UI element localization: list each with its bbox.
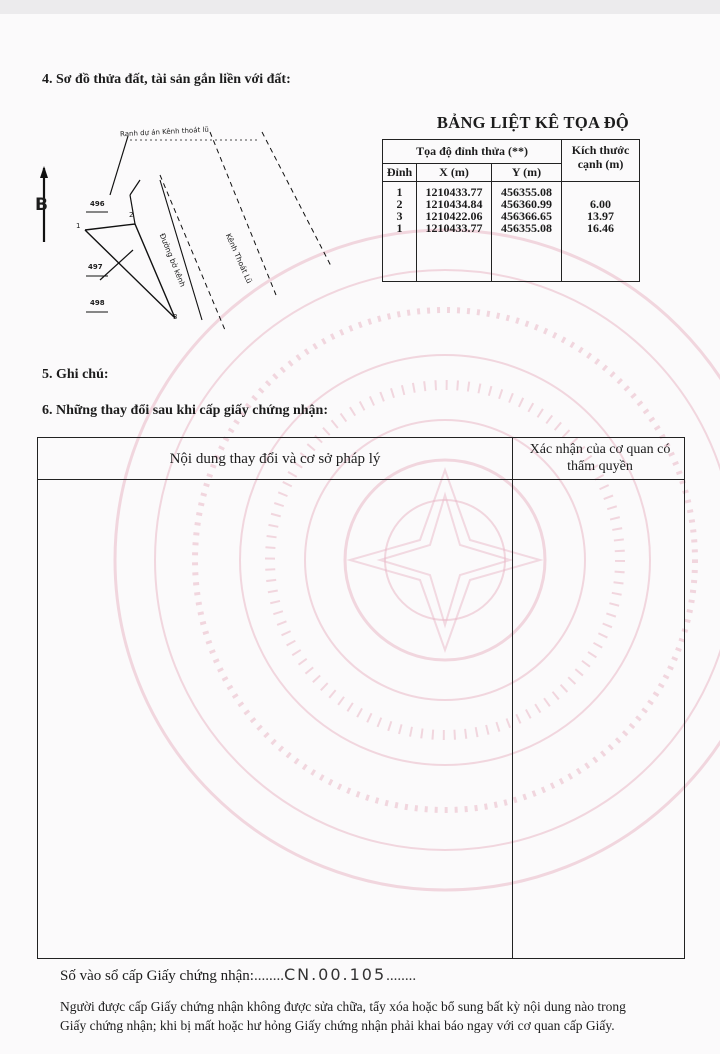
vertex-col-header: Đỉnh — [383, 164, 417, 182]
parcel-label-498: 498 — [90, 299, 105, 307]
y-column: 456355.08 456360.99 456366.65 456355.08 — [492, 182, 562, 282]
map-road-label: Đường bờ kênh — [157, 232, 188, 289]
map-boundary-label: Ranh dự án Kênh thoát lũ — [119, 125, 210, 139]
section-6-title: 6. Những thay đổi sau khi cấp giấy chứng nhận: — [42, 403, 329, 418]
coord-group-header: Tọa độ đỉnh thửa (**) — [383, 140, 562, 164]
changes-header-divider — [38, 479, 684, 480]
vertex-label-2: 2 — [129, 211, 134, 219]
footer-note-line1: Người được cấp Giấy chứng nhận không được sửa chữa, tẩy xóa hoặc bổ sung bất kỳ nội dung nào trong — [60, 999, 626, 1014]
x-column: 1210433.77 1210434.84 1210422.06 1210433.77 — [417, 182, 492, 282]
vertex-label-1: 1 — [76, 222, 81, 230]
footer-note-line2: Giấy chứng nhận; khi bị mất hoặc hư hỏng Giấy chứng nhận phải khai báo ngay với cơ quan cấp Giấy. — [60, 1018, 615, 1033]
edge-column: 6.00 13.97 16.46 — [562, 182, 640, 282]
north-letter: B — [35, 195, 48, 215]
vertex-label-3: 3 — [173, 313, 178, 321]
y-col-header: Y (m) — [492, 164, 562, 182]
vertex-column: 1 2 3 1 — [383, 182, 417, 282]
section-5-title: 5. Ghi chú: — [42, 367, 109, 382]
edge-length-header: Kích thước cạnh (m) — [562, 140, 640, 182]
changes-table — [37, 437, 685, 959]
registry-number: CN.00.105 — [283, 965, 387, 984]
registry-dots-before: ........ — [253, 968, 284, 984]
map-canal-label: Kênh Thoát Lũ — [223, 232, 254, 285]
changes-content-header: Nội dung thay đổi và cơ sở pháp lý — [169, 451, 381, 467]
land-plot-map — [30, 120, 350, 350]
registry-number-line — [60, 965, 416, 985]
changes-confirmation-header: Xác nhận của cơ quan có thẩm quyền — [529, 442, 671, 474]
registry-label: Số vào sổ cấp Giấy chứng nhận: — [60, 968, 254, 984]
changes-column-divider — [512, 438, 513, 958]
coord-table-title: BẢNG LIỆT KÊ TỌA ĐỘ — [436, 113, 630, 132]
registry-dots-after: ........ — [386, 968, 417, 984]
coord-table — [382, 139, 640, 282]
top-band — [0, 0, 720, 14]
parcel-label-496: 496 — [90, 200, 105, 208]
parcel-label-497: 497 — [88, 263, 103, 271]
section-4-title: 4. Sơ đồ thửa đất, tài sản gắn liền với đất: — [42, 72, 291, 87]
x-col-header: X (m) — [417, 164, 492, 182]
